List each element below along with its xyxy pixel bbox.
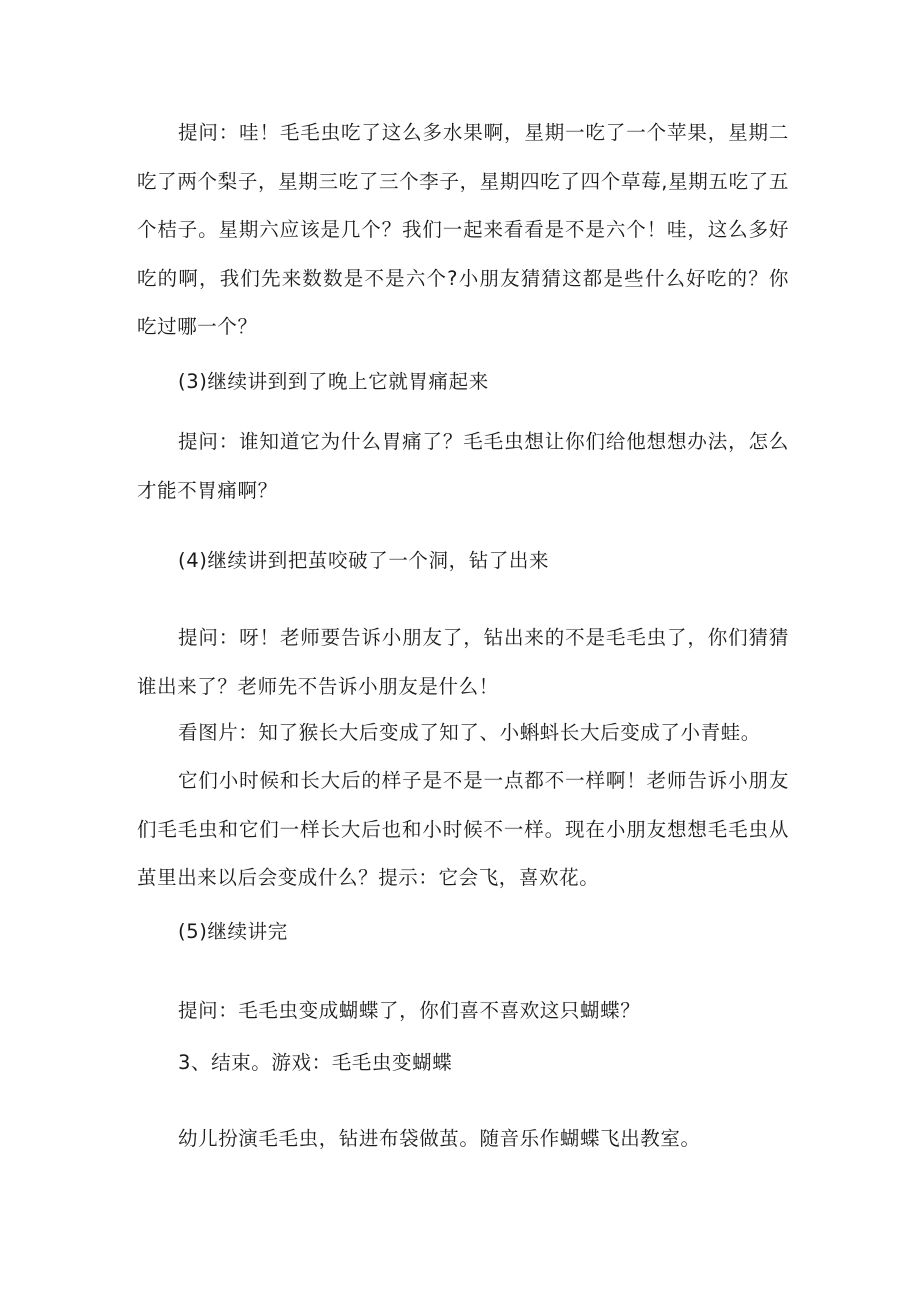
paragraph-questions-fruits: 提问：哇！毛毛虫吃了这么多水果啊，星期一吃了一个苹果，星期二吃了两个梨子，星期三吃了三个李子，星期四吃了四个草莓,星期五吃了五个桔子。星期六应该是几个？我们一起来看看是不是六个！哇，这么多好吃的啊，我们先来数数是不是六个?小朋友猜猜这都是些什么好吃的？你吃过哪一个？ bbox=[137, 121, 789, 338]
paragraph-step-4: (4)继续讲到把茧咬破了一个洞，钻了出来 bbox=[178, 549, 550, 572]
paragraph-growth-comparison: 它们小时候和长大后的样子是不是一点都不一样啊！老师告诉小朋友们毛毛虫和它们一样长大后也和小时候不一样。现在小朋友想想毛毛虫从茧里出来以后会变成什么？提示：它会飞，喜欢花。 bbox=[137, 769, 789, 889]
paragraph-look-at-pictures: 看图片：知了猴长大后变成了知了、小蝌蚪长大后变成了小青蛙。 bbox=[178, 721, 761, 744]
paragraph-step-5: (5)继续讲完 bbox=[178, 920, 288, 943]
paragraph-ending-game: 3、结束。游戏：毛毛虫变蝴蝶 bbox=[178, 1051, 453, 1074]
paragraph-question-who-came-out: 提问：呀！老师要告诉小朋友了，钻出来的不是毛毛虫了，你们猜猜谁出来了？老师先不告诉小朋友是什么！ bbox=[137, 626, 789, 698]
paragraph-game-description: 幼儿扮演毛毛虫，钻进布袋做茧。随音乐作蝴蝶飞出教室。 bbox=[178, 1127, 701, 1150]
paragraph-question-butterfly: 提问：毛毛虫变成蝴蝶了，你们喜不喜欢这只蝴蝶？ bbox=[178, 999, 641, 1022]
paragraph-step-3: (3)继续讲到到了晚上它就胃痛起来 bbox=[178, 370, 489, 393]
paragraph-question-stomachache: 提问：谁知道它为什么胃痛了？毛毛虫想让你们给他想想办法，怎么才能不胃痛啊？ bbox=[137, 430, 789, 502]
